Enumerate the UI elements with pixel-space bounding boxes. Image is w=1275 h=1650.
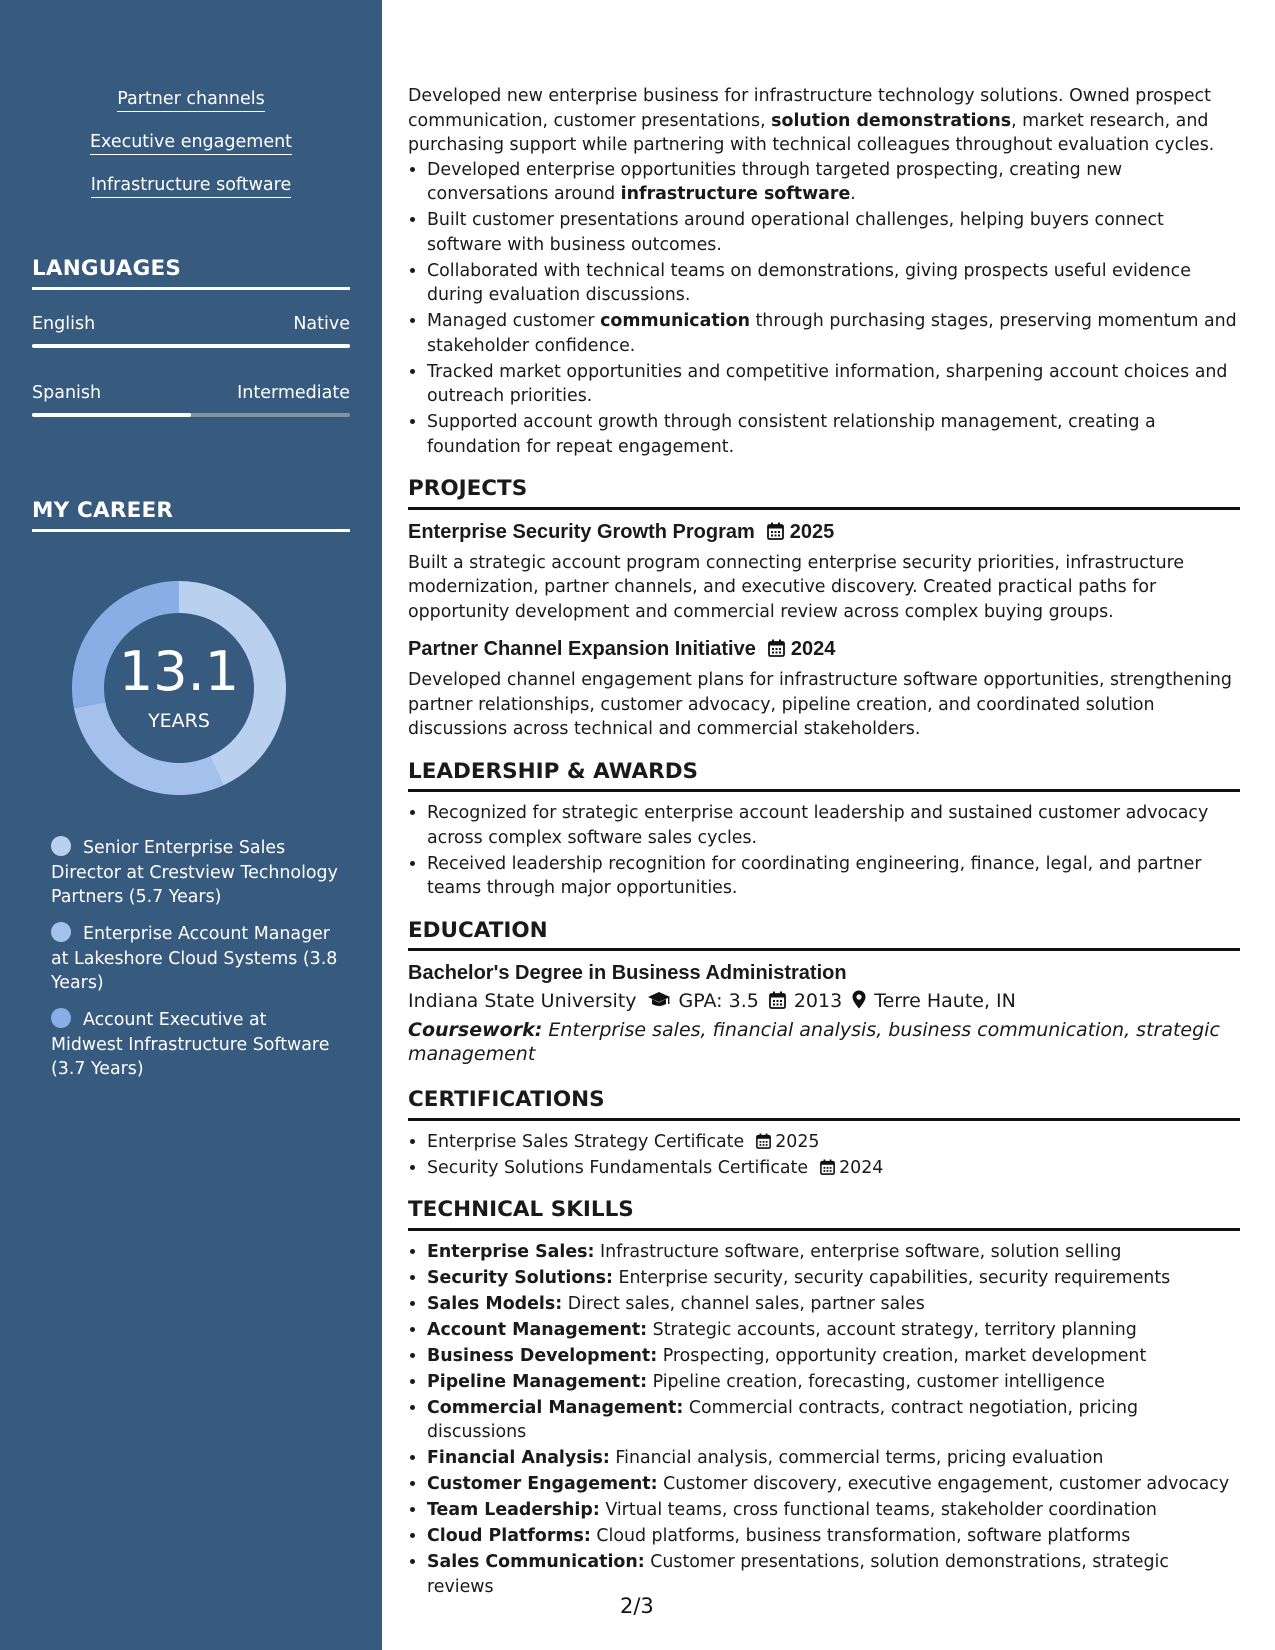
tag-list <box>0 88 382 217</box>
skill-item <box>427 1524 1240 1549</box>
leadership-list <box>408 801 1240 901</box>
skill-value: Customer presentations, solution demonstrations, strategic reviews <box>427 1552 1169 1597</box>
bullet-text: Tracked market opportunities and competitive information, sharpening account choices and outreach priorities. <box>427 361 1228 406</box>
page-number: 2/3 <box>620 1594 654 1618</box>
bullet-text: Collaborated with technical teams on demonstrations, giving prospects useful evidence during evaluation discussions. <box>427 260 1191 305</box>
project-year: 2024 <box>790 638 836 660</box>
language-row-english <box>32 314 350 334</box>
skill-item <box>427 1446 1240 1471</box>
bullet-text: Supported account growth through consistent relationship management, creating a foundation for repeat engagement. <box>427 412 1156 457</box>
skill-value: Pipeline creation, forecasting, customer intelligence <box>647 1371 1105 1392</box>
list-item <box>427 158 1240 207</box>
intro-text: , market research, and purchasing support while partnering with technical colleagues throughout evaluation cycles. <box>408 110 1215 155</box>
skill-value: Prospecting, opportunity creation, market development <box>657 1345 1147 1366</box>
calendar-icon <box>769 991 786 1009</box>
skill-label: Team Leadership: <box>427 1500 600 1520</box>
bullet-text: through purchasing stages, preserving momentum and stakeholder confidence. <box>427 311 1237 356</box>
skill-value: Commercial contracts, contract negotiation, pricing discussions <box>427 1397 1139 1442</box>
certificate-name: Enterprise Sales Strategy Certificate <box>427 1131 745 1152</box>
skill-item <box>427 1472 1240 1497</box>
list-item <box>427 410 1240 459</box>
skill-item <box>427 1266 1240 1291</box>
experience-bullets <box>408 158 1240 460</box>
education-meta <box>408 986 1240 1016</box>
coursework-text: Enterprise sales, financial analysis, business communication, strategic management <box>408 1019 1220 1065</box>
career-dot-icon <box>51 1008 71 1028</box>
skill-label: Sales Models: <box>427 1293 563 1314</box>
skill-item <box>427 1240 1240 1265</box>
skill-item <box>427 1344 1240 1369</box>
location-pin-icon <box>852 990 866 1009</box>
project-name: Partner Channel Expansion Initiative <box>408 638 756 660</box>
skill-label: Business Development: <box>427 1345 658 1366</box>
certificate-year: 2024 <box>839 1157 884 1178</box>
skill-label: Account Management: <box>427 1319 648 1340</box>
list-item <box>427 1156 1240 1181</box>
coursework-label: Coursework: <box>408 1019 543 1041</box>
certifications-heading: CERTIFICATIONS <box>408 1088 1240 1121</box>
main-content <box>408 84 1240 1601</box>
skill-label: Pipeline Management: <box>427 1371 648 1392</box>
sidebar <box>0 0 382 1650</box>
experience-intro <box>408 84 1240 158</box>
project-name: Enterprise Security Growth Program <box>408 520 755 543</box>
bullet-text: Built customer presentations around operational challenges, helping buyers connect software with business outcomes. <box>427 210 1164 255</box>
skill-label: Cloud Platforms: <box>427 1526 591 1546</box>
career-heading: MY CAREER <box>32 498 350 532</box>
graduation-cap-icon <box>647 991 671 1009</box>
bullet-bold: infrastructure software <box>620 184 851 204</box>
list-item <box>427 309 1240 358</box>
language-bar-spanish <box>32 413 350 417</box>
career-item-text: Enterprise Account Manager at Lakeshore Cloud Systems (3.8 Years) <box>51 924 338 993</box>
skill-label: Sales Communication: <box>427 1552 645 1572</box>
calendar-icon <box>767 522 784 540</box>
language-bar-fill <box>32 344 350 348</box>
list-item: • Received leadership recognition for coordinating engineering, finance, legal, and partner teams through major opportunities. <box>427 852 1240 901</box>
tag-infrastructure-software[interactable]: Infrastructure software <box>91 174 291 198</box>
skill-value: Strategic accounts, account strategy, territory planning <box>647 1319 1137 1340</box>
career-total-years: 13.1 <box>118 640 240 703</box>
career-item <box>51 1008 341 1082</box>
language-level: Native <box>293 314 350 334</box>
school-name: Indiana State University <box>408 990 637 1012</box>
skill-value: Direct sales, channel sales, partner sales <box>562 1293 925 1314</box>
language-bar-fill <box>32 413 191 417</box>
project-title-row <box>408 636 1240 662</box>
career-item <box>51 922 341 996</box>
language-name: Spanish <box>32 383 102 403</box>
education-heading: EDUCATION <box>408 919 1240 952</box>
skills-list <box>408 1240 1240 1600</box>
project-item <box>408 636 1240 742</box>
list-item <box>427 1130 1240 1155</box>
bullet-text: Managed customer <box>427 311 601 331</box>
project-description: Built a strategic account program connecting enterprise security priorities, infrastructure modernization, partner channels, and executive discovery. Created practical paths for opportunity development and commercial review across complex buying groups. <box>408 552 1185 622</box>
skill-label: Financial Analysis: <box>427 1448 610 1468</box>
leadership-heading: LEADERSHIP & AWARDS <box>408 760 1240 793</box>
intro-text: Developed new enterprise business for infrastructure technology solutions. Owned prospect communication, customer presentations, <box>408 86 1211 131</box>
skill-item <box>427 1318 1240 1343</box>
skill-label: Enterprise Sales: <box>427 1241 595 1262</box>
skill-value: Enterprise security, security capabilities, security requirements <box>612 1267 1171 1288</box>
graduation-year: 2013 <box>793 990 843 1012</box>
skill-value: Customer discovery, executive engagement, customer advocacy <box>657 1474 1230 1494</box>
list-item <box>427 259 1240 308</box>
language-bar-english <box>32 344 350 348</box>
career-item <box>51 836 341 910</box>
skill-item <box>427 1370 1240 1395</box>
calendar-icon <box>756 1133 771 1149</box>
skill-item <box>427 1292 1240 1317</box>
skill-item <box>427 1550 1240 1599</box>
certificate-name: Security Solutions Fundamentals Certificate <box>427 1157 809 1178</box>
career-dot-icon <box>51 836 71 856</box>
school-location: Terre Haute, IN <box>874 990 1016 1012</box>
list-item: • Recognized for strategic enterprise account leadership and sustained customer advocacy across complex software sales cycles. <box>427 801 1240 850</box>
career-item-text: Account Executive at Midwest Infrastructure Software (3.7 Years) <box>51 1010 330 1079</box>
project-description: Developed channel engagement plans for infrastructure software opportunities, strengthening partner relationships, customer advocacy, pipeline creation, and coordinated solution discussions across technical and commercial stakeholders. <box>408 670 1232 739</box>
skill-value: Cloud platforms, business transformation, software platforms <box>590 1526 1131 1546</box>
language-row-spanish <box>32 383 350 403</box>
tag-executive-engagement[interactable]: Executive engagement <box>90 131 292 155</box>
language-name: English <box>32 314 96 334</box>
career-dot-icon <box>51 922 71 942</box>
language-level: Intermediate <box>237 383 350 403</box>
experience-section <box>408 84 1240 459</box>
skill-label: Customer Engagement: <box>427 1474 658 1494</box>
certificate-year: 2025 <box>775 1131 820 1152</box>
projects-heading: PROJECTS <box>408 477 1240 510</box>
skill-item <box>427 1396 1240 1445</box>
skill-item <box>427 1498 1240 1523</box>
skill-value: Infrastructure software, enterprise software, solution selling <box>594 1241 1122 1262</box>
career-total-unit: YEARS <box>148 710 210 732</box>
bullet-text: . <box>850 184 856 204</box>
languages-heading: LANGUAGES <box>32 256 350 290</box>
certifications-list <box>408 1130 1240 1181</box>
skill-label: Security Solutions: <box>427 1267 613 1288</box>
skill-value: Virtual teams, cross functional teams, stakeholder coordination <box>599 1500 1157 1520</box>
list-item <box>427 208 1240 257</box>
coursework <box>408 1018 1240 1066</box>
skill-label: Commercial Management: <box>427 1397 684 1418</box>
degree-title: Bachelor's Degree in Business Administration <box>408 962 847 984</box>
skills-heading: TECHNICAL SKILLS <box>408 1198 1240 1231</box>
project-item <box>408 519 1240 625</box>
project-year: 2025 <box>789 520 835 543</box>
tag-partner-channels[interactable]: Partner channels <box>117 88 265 112</box>
list-item <box>427 360 1240 409</box>
intro-bold: solution demonstrations <box>771 110 1012 131</box>
calendar-icon <box>820 1159 835 1175</box>
gpa: GPA: 3.5 <box>678 990 759 1012</box>
project-title-row <box>408 519 1240 545</box>
bullet-bold: communication <box>600 311 750 331</box>
calendar-icon <box>768 639 785 657</box>
bullet-text: Developed enterprise opportunities through targeted prospecting, creating new conversations around <box>427 159 1123 204</box>
career-item-text: Senior Enterprise Sales Director at Crestview Technology Partners (5.7 Years) <box>51 838 338 907</box>
skill-value: Financial analysis, commercial terms, pricing evaluation <box>609 1448 1104 1468</box>
